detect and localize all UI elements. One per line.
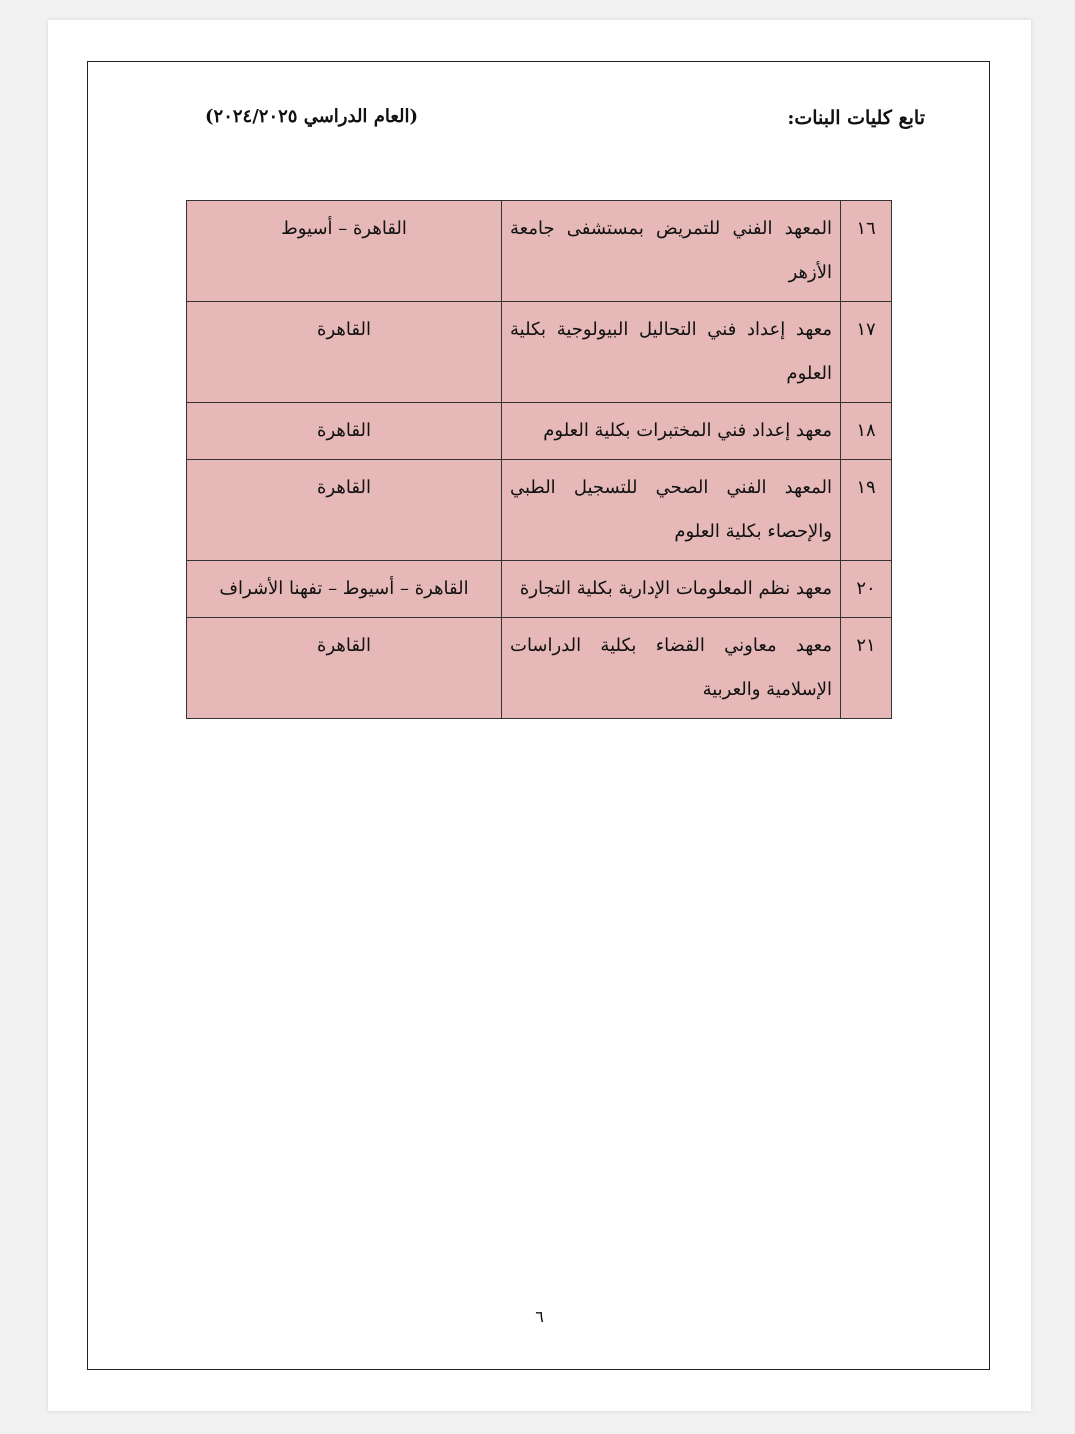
row-number: ١٧ — [841, 302, 892, 403]
academic-year-label: (العام الدراسي ٢٠٢٤/٢٠٢٥) — [205, 106, 419, 127]
document-page — [48, 20, 1031, 1411]
table-row — [187, 460, 892, 561]
institutes-table — [186, 200, 892, 719]
page-number: ٦ — [535, 1307, 544, 1326]
institute-location: القاهرة – أسيوط — [187, 201, 502, 302]
row-number: ٢٠ — [841, 561, 892, 618]
institute-location: القاهرة — [187, 302, 502, 403]
institute-name: المعهد الفني للتمريض بمستشفى جامعة الأزهر — [502, 201, 841, 302]
institute-location: القاهرة – أسيوط – تفهنا الأشراف — [187, 561, 502, 618]
institute-name: معهد معاوني القضاء بكلية الدراسات الإسلامية والعربية — [502, 618, 841, 719]
row-number: ١٩ — [841, 460, 892, 561]
table-row — [187, 201, 892, 302]
row-number: ١٦ — [841, 201, 892, 302]
table-row — [187, 561, 892, 618]
table-row — [187, 302, 892, 403]
section-title: تابع كليات البنات: — [787, 107, 925, 129]
table-row — [187, 403, 892, 460]
institute-location: القاهرة — [187, 460, 502, 561]
row-number: ٢١ — [841, 618, 892, 719]
row-number: ١٨ — [841, 403, 892, 460]
institute-name: المعهد الفني الصحي للتسجيل الطبي والإحصاء بكلية العلوم — [502, 460, 841, 561]
institute-location: القاهرة — [187, 618, 502, 719]
institute-name: معهد نظم المعلومات الإدارية بكلية التجارة — [502, 561, 841, 618]
institute-name: معهد إعداد فني التحاليل البيولوجية بكلية العلوم — [502, 302, 841, 403]
institute-location: القاهرة — [187, 403, 502, 460]
table-row — [187, 618, 892, 719]
institute-name: معهد إعداد فني المختبرات بكلية العلوم — [502, 403, 841, 460]
